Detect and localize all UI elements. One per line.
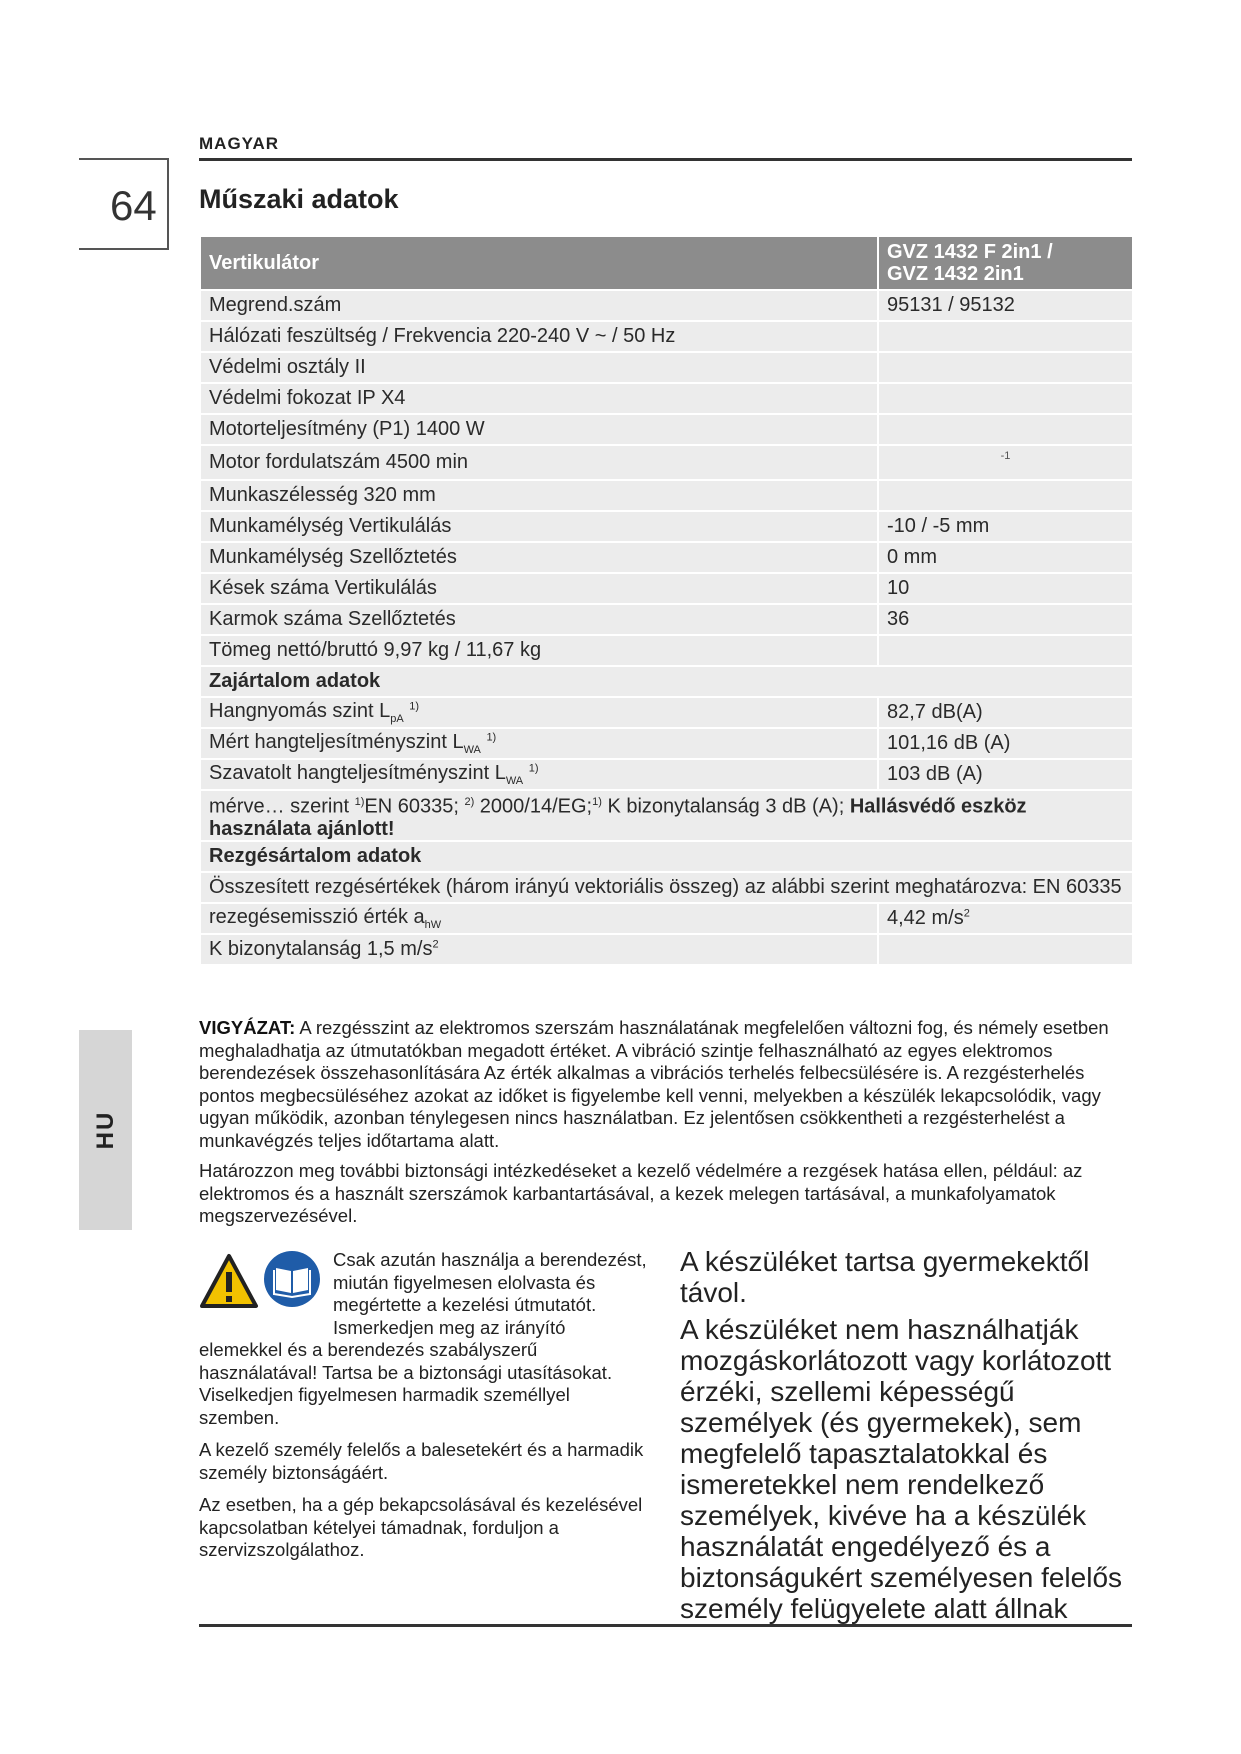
uncertainty-label: K bizonytalanság 1,5 m/s <box>209 937 433 960</box>
row-value: 0 mm <box>878 542 1133 573</box>
table-row <box>200 321 1133 352</box>
language-label: MAGYAR <box>199 134 279 153</box>
table-row <box>200 604 1133 635</box>
row-label: Védelmi osztály II <box>200 352 878 383</box>
header-rule <box>199 158 1132 161</box>
service-contact: Az esetben, ha a gép bekapcsolásával és kezelésével kapcsolatban kételyei támadnak, forduljon a szervizszolgálathoz. <box>199 1494 643 1560</box>
row-label: Kések száma Vertikulálás <box>200 573 878 604</box>
spec-table <box>199 235 1134 966</box>
row-label: Megrend.szám <box>200 290 878 321</box>
safety-measures-paragraph: Határozzon meg további biztonsági intézkedéseket a kezelő védelmére a rezgések hatása ellen, például: az elektromos és a használt szerszámok karbantartásával, a kezek melegen tartásával, a munkafolyamatok megszervezésével. <box>199 1160 1083 1226</box>
noise-sub: WA <box>463 744 481 756</box>
row-label <box>200 759 878 790</box>
table-row <box>200 480 1133 511</box>
row-value <box>878 352 1133 383</box>
noise-sup: 1) <box>486 731 497 744</box>
row-label <box>200 728 878 759</box>
row-label: Munkamélység Szellőztetés <box>200 542 878 573</box>
header-model <box>878 236 1133 290</box>
operator-responsibility: A kezelő személy felelős a balesetekért és a harmadik személy biztonságáért. <box>199 1439 644 1483</box>
row-label <box>200 697 878 728</box>
row-value <box>878 480 1133 511</box>
caution-text: A rezgésszint az elektromos szerszám használatának megfelelően változni fog, és némely esetben meghaladhatja az útmutatókban megadott értéket. A vibráció szintje felhasználható az egyes elektromos berendezések összehasonlítására Az érték alkalmas a vibrációs terhelés felbecsülésére is. A rezgésterhelés pontos megbecsüléséhez azokat az időket is figyelembe kell venni, melyekben a készülék lekapcsolódik, vagy ugyan működik, azonban ténylegesen nincs használatban. Ez jelentősen csökkentheti a rezgésterhelést a munkavégzés teljes időtartama alatt. <box>199 1017 1109 1151</box>
row-value <box>878 635 1133 666</box>
row-label: Hálózati feszültség / Frekvencia 220-240 V ~ / 50 Hz <box>200 321 878 352</box>
noise-label: Hangnyomás szint L <box>209 700 391 722</box>
vibration-heading-row <box>200 841 1133 872</box>
vibration-heading: Rezgésártalom adatok <box>200 841 1133 872</box>
vibration-total: Összesített rezgésértékek (három irányú vektoriális összeg) az alábbi szerint meghatározva: EN 60335 <box>200 872 1133 903</box>
table-row <box>200 697 1133 728</box>
row-value: 82,7 dB(A) <box>878 697 1133 728</box>
measure-note <box>200 790 1133 841</box>
row-label: Karmok száma Szellőztetés <box>200 604 878 635</box>
noise-sub: pA <box>390 713 404 725</box>
model-line-2: GVZ 1432 2in1 <box>887 263 1024 285</box>
noise-sup: 1) <box>409 700 420 713</box>
table-row <box>200 290 1133 321</box>
row-value: 36 <box>878 604 1133 635</box>
hearing-protection-note: Hallásvédő eszköz használata ajánlott! <box>209 795 1027 840</box>
table-row <box>200 511 1133 542</box>
table-row <box>200 445 1133 480</box>
right-column <box>680 1246 1140 1630</box>
row-label: Motor fordulatszám 4500 min <box>200 445 878 480</box>
row-label: Tömeg nettó/bruttó 9,97 kg / 11,67 kg <box>200 635 878 666</box>
row-value <box>878 321 1133 352</box>
vibration-value-sup: 2 <box>963 907 970 919</box>
noise-heading: Zajártalom adatok <box>200 666 1133 697</box>
safety-icons <box>199 1249 327 1321</box>
read-manual-icon <box>262 1249 322 1309</box>
row-value: 10 <box>878 573 1133 604</box>
children-warning: A készüléket tartsa gyermekektől távol. <box>680 1246 1090 1308</box>
operator-instructions: Csak azután használja a berendezést, miután figyelmesen elolvasta és megértette a kezelési útmutatót. Ismerkedjen meg az irányító elemekkel és a berendezés szabályszerű használatával! Tartsa be a biztonsági utasításokat. Viselkedjen figyelmesen harmadik személlyel szemben. <box>199 1249 647 1428</box>
table-row <box>200 352 1133 383</box>
note-text: 2000/14/EG; <box>474 795 593 818</box>
caution-label: VIGYÁZAT: <box>199 1017 296 1038</box>
header-label: Vertikulátor <box>200 236 878 290</box>
row-label: Védelmi fokozat IP X4 <box>200 383 878 414</box>
language-side-label: HU <box>92 1110 119 1150</box>
table-row <box>200 383 1133 414</box>
spec-table-header <box>200 236 1133 290</box>
noise-label: Szavatolt hangteljesítményszint L <box>209 762 506 784</box>
row-label <box>200 934 878 965</box>
table-row <box>200 542 1133 573</box>
table-row <box>200 934 1133 965</box>
vibration-label: rezegésemisszió érték a <box>209 905 425 928</box>
note-text: EN 60335; <box>364 795 465 818</box>
table-row <box>200 414 1133 445</box>
row-value: 95131 / 95132 <box>878 290 1133 321</box>
noise-sub: WA <box>505 775 524 787</box>
row-value <box>878 934 1133 965</box>
table-row <box>200 573 1133 604</box>
row-value: -10 / -5 mm <box>878 511 1133 542</box>
row-value: -1 <box>878 445 1133 480</box>
vibration-sub: hW <box>424 918 442 931</box>
footer-rule <box>199 1624 1132 1627</box>
table-row <box>200 903 1133 934</box>
noise-label: Mért hangteljesítményszint L <box>209 731 464 753</box>
row-label: Munkaszélesség 320 mm <box>200 480 878 511</box>
warning-triangle-icon <box>199 1253 259 1309</box>
row-value: 103 dB (A) <box>878 759 1133 790</box>
measure-note-row <box>200 790 1133 841</box>
noise-heading-row <box>200 666 1133 697</box>
row-value <box>878 903 1133 934</box>
table-row <box>200 635 1133 666</box>
uncertainty-sup: 2 <box>432 938 439 950</box>
table-row <box>200 728 1133 759</box>
table-row <box>200 872 1133 903</box>
row-value <box>878 414 1133 445</box>
note-text: mérve… szerint <box>209 795 355 818</box>
note-text: K bizonytalanság 3 dB (A); <box>601 795 850 818</box>
row-value: 101,16 dB (A) <box>878 728 1133 759</box>
row-value <box>878 383 1133 414</box>
noise-sup: 1) <box>528 762 539 775</box>
note-sup: 1) <box>592 796 602 808</box>
table-row <box>200 759 1133 790</box>
note-sup: 2) <box>464 796 475 808</box>
note-sup: 1) <box>354 796 365 808</box>
row-label <box>200 903 878 934</box>
left-column <box>199 1249 649 1572</box>
model-line-1: GVZ 1432 F 2in1 / <box>887 241 1053 263</box>
row-label: Munkamélység Vertikulálás <box>200 511 878 542</box>
vibration-value: 4,42 m/s <box>887 906 964 929</box>
caution-paragraph <box>199 1017 1139 1152</box>
page-title: Műszaki adatok <box>199 184 399 214</box>
page-number: 64 <box>110 182 157 229</box>
restricted-users-warning: A készüléket nem használhatják mozgáskorlátozott vagy korlátozott érzéki, szellemi képességű személyek (és gyermekek), sem megfelelő tapasztalatokkal és ismeretekkel nem rendelkező személyek, kivéve ha a készülék használatát engedélyező és a biztonságukért személyesen felelős személy felügyelete alatt állnak <box>680 1314 1123 1624</box>
row-label: Motorteljesítmény (P1) 1400 W <box>200 414 878 445</box>
